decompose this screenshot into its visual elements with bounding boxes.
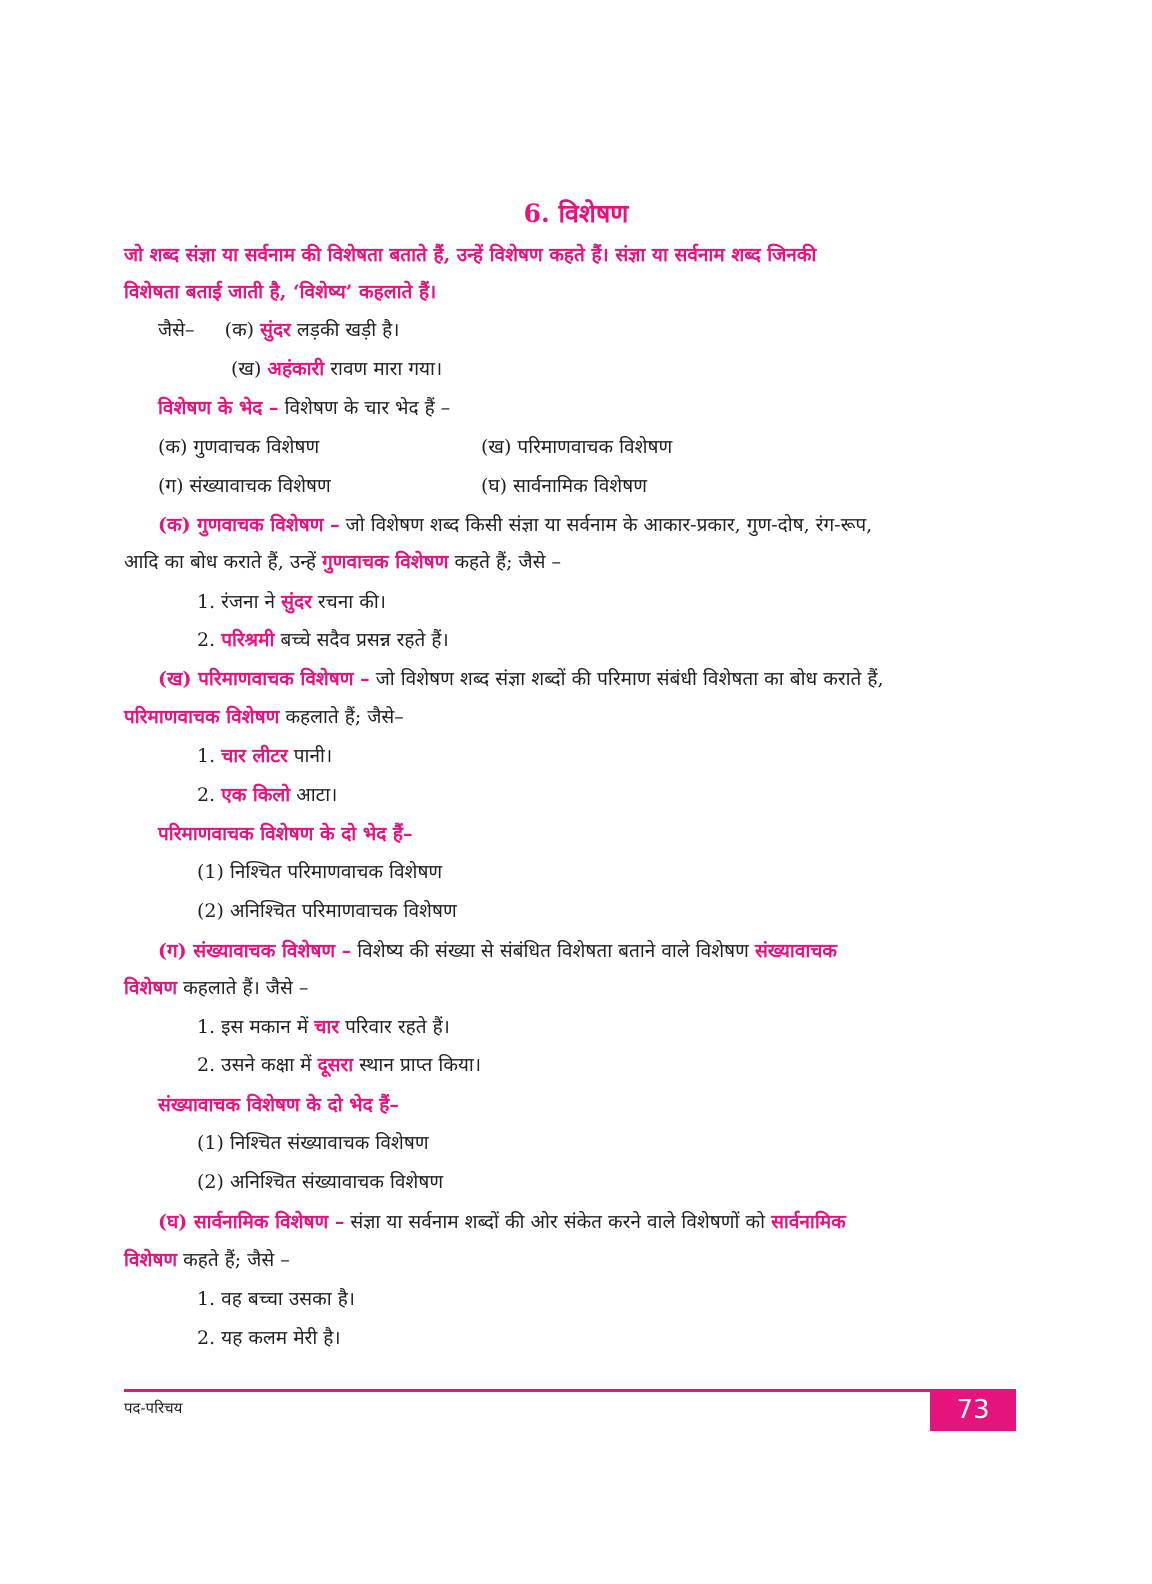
parimanvachak-ex2-a: 2.	[197, 784, 216, 806]
example-b	[231, 354, 442, 384]
types-heading-rest: विशेषण के चार भेद हैं –	[284, 397, 451, 419]
parimanvachak-text-1: जो विशेषण शब्द संज्ञा शब्दों की परिमाण संबंधी विशेषता का बोध कराते हैं,	[375, 668, 884, 690]
types-heading	[158, 393, 450, 423]
sarvnamik-line-1	[158, 1207, 846, 1237]
parimanvachak-line-1	[158, 664, 884, 694]
example-label: जैसे–	[158, 319, 195, 341]
parimanvachak-ex2-highlight: एक किलो	[221, 784, 291, 806]
parimanvachak-ex1-highlight: चार लीटर	[221, 745, 288, 767]
gunvachak-line-2	[124, 547, 561, 577]
sankhyavachak-ex1-highlight: चार	[314, 1016, 340, 1038]
gunvachak-ex1-a: 1. रंजना ने	[197, 591, 276, 613]
parimanvachak-sub-2: (2) अनिश्चित परिमाणवाचक विशेषण	[197, 900, 457, 922]
footer-chapter: पद-परिचय	[124, 1399, 183, 1417]
gunvachak-highlight: गुणवाचक विशेषण	[322, 551, 449, 573]
type-item-3: (ग) संख्यावाचक विशेषण	[158, 475, 331, 497]
sankhyavachak-text-1: विशेष्य की संख्या से संबंधित विशेषता बताने वाले विशेषण	[357, 940, 749, 962]
definition-line-2: विशेषता बताई जाती है, ‘विशेष्य’ कहलाते हैं।	[124, 281, 437, 303]
sankhyavachak-highlight-1: संख्यावाचक	[754, 940, 837, 962]
example-a	[158, 315, 399, 345]
example-b-prefix: (ख)	[231, 358, 262, 380]
sankhyavachak-highlight-2: विशेषण	[124, 977, 178, 999]
parimanvachak-line-2	[124, 702, 404, 732]
example-a-highlight: सुंदर	[260, 319, 291, 341]
gunvachak-ex1-b: रचना की।	[317, 591, 386, 613]
sankhyavachak-heading: (ग) संख्यावाचक विशेषण –	[158, 940, 352, 962]
sankhyavachak-example-2	[197, 1050, 481, 1080]
sankhyavachak-ex2-a: 2. उसने कक्षा में	[197, 1054, 312, 1076]
gunvachak-example-1	[197, 587, 386, 617]
sankhyavachak-ex1-b: परिवार रहते हैं।	[345, 1016, 450, 1038]
example-b-highlight: अहंकारी	[267, 358, 325, 380]
sankhyavachak-ex1-a: 1. इस मकान में	[197, 1016, 309, 1038]
parimanvachak-sub-heading: परिमाणवाचक विशेषण के दो भेद हैं–	[158, 823, 413, 845]
gunvachak-text-2a: आदि का बोध कराते हैं, उन्हें	[124, 551, 317, 573]
example-a-rest: लड़की खड़ी है।	[296, 319, 400, 341]
sarvnamik-text-2b: कहते हैं; जैसे –	[183, 1249, 290, 1271]
gunvachak-text-2b: कहते हैं; जैसे –	[454, 551, 562, 573]
sankhyavachak-line-2	[124, 973, 308, 1003]
gunvachak-text-1: जो विशेषण शब्द किसी संज्ञा या सर्वनाम के आकार-प्रकार, गुण-दोष, रंग-रूप,	[345, 514, 873, 536]
sarvnamik-heading: (घ) सार्वनामिक विशेषण –	[158, 1211, 345, 1233]
example-b-rest: रावण मारा गया।	[330, 358, 443, 380]
gunvachak-line-1	[158, 510, 872, 540]
gunvachak-ex2-highlight: परिश्रमी	[221, 629, 275, 651]
sankhyavachak-sub-2: (2) अनिश्चित संख्यावाचक विशेषण	[197, 1171, 444, 1193]
footer-rule	[124, 1389, 930, 1392]
types-heading-label: विशेषण के भेद –	[158, 397, 279, 419]
gunvachak-ex2-b: बच्चे सदैव प्रसन्न रहते हैं।	[280, 629, 449, 651]
sarvnamik-highlight-1: सार्वनामिक	[771, 1211, 846, 1233]
page-number-box	[930, 1389, 1016, 1431]
sankhyavachak-sub-1: (1) निश्चित संख्यावाचक विशेषण	[197, 1132, 429, 1154]
sankhyavachak-text-2b: कहलाते हैं। जैसे –	[183, 977, 309, 999]
parimanvachak-ex1-a: 1.	[197, 745, 216, 767]
parimanvachak-highlight: परिमाणवाचक विशेषण	[124, 706, 280, 728]
sarvnamik-example-2: 2. यह कलम मेरी है।	[197, 1327, 341, 1349]
parimanvachak-ex2-b: आटा।	[296, 784, 338, 806]
page-number: 73	[956, 1395, 990, 1425]
type-item-2: (ख) परिमाणवाचक विशेषण	[481, 436, 673, 458]
parimanvachak-heading: (ख) परिमाणवाचक विशेषण –	[158, 668, 370, 690]
parimanvachak-example-1	[197, 741, 332, 771]
gunvachak-ex2-a: 2.	[197, 629, 216, 651]
sankhyavachak-example-1	[197, 1012, 450, 1042]
gunvachak-ex1-highlight: सुंदर	[281, 591, 312, 613]
parimanvachak-sub-1: (1) निश्चित परिमाणवाचक विशेषण	[197, 861, 443, 883]
sarvnamik-line-2	[124, 1245, 290, 1275]
sankhyavachak-line-1	[158, 936, 837, 966]
example-a-prefix: (क)	[224, 319, 255, 341]
chapter-title: 6. विशेषण	[523, 199, 629, 228]
sankhyavachak-sub-heading: संख्यावाचक विशेषण के दो भेद हैं–	[158, 1094, 399, 1116]
sarvnamik-example-1: 1. वह बच्चा उसका है।	[197, 1288, 355, 1310]
sankhyavachak-ex2-b: स्थान प्राप्त किया।	[359, 1054, 482, 1076]
gunvachak-heading: (क) गुणवाचक विशेषण –	[158, 514, 340, 536]
parimanvachak-text-2b: कहलाते हैं; जैसे–	[285, 706, 404, 728]
sarvnamik-highlight-2: विशेषण	[124, 1249, 178, 1271]
definition-line-1: जो शब्द संज्ञा या सर्वनाम की विशेषता बताते हैं, उन्हें विशेषण कहते हैं। संज्ञा या सर्वनाम शब्द जिनकी	[124, 244, 817, 266]
gunvachak-example-2	[197, 625, 449, 655]
type-item-1: (क) गुणवाचक विशेषण	[158, 436, 320, 458]
sarvnamik-text-1: संज्ञा या सर्वनाम शब्दों की ओर संकेत करने वाले विशेषणों को	[350, 1211, 766, 1233]
sankhyavachak-ex2-highlight: दूसरा	[317, 1054, 354, 1076]
parimanvachak-ex1-b: पानी।	[293, 745, 333, 767]
parimanvachak-example-2	[197, 780, 337, 810]
type-item-4: (घ) सार्वनामिक विशेषण	[481, 475, 647, 497]
